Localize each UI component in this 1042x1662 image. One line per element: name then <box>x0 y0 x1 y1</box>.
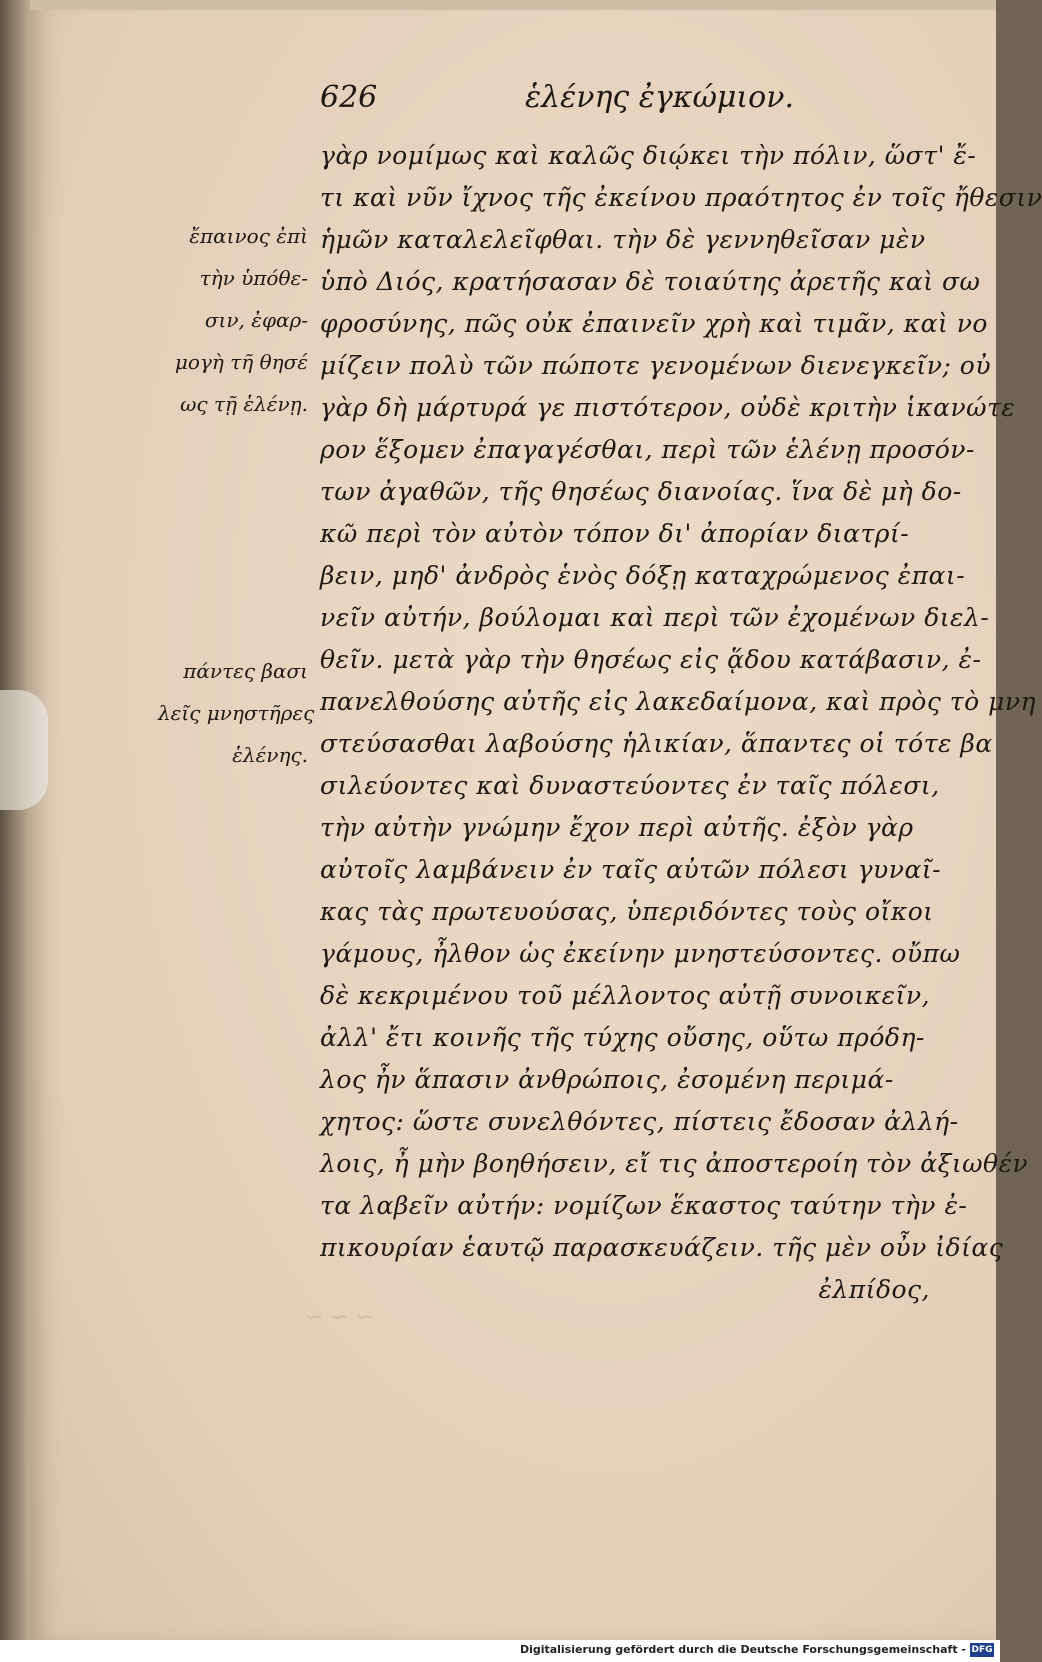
text-line: χητος: ὥστε συνελθόντες, πίστεις ἔδοσαν ἀλλή- <box>320 1107 959 1136</box>
text-line: κῶ περὶ τὸν αὐτὸν τόπον δι' ἀπορίαν διατρί- <box>320 519 910 548</box>
text-line: μίζειν πολὺ τῶν πώποτε γενομένων διενεγκεῖν; οὐ <box>320 351 992 380</box>
marginal-note <box>158 215 308 425</box>
text-line: ρον ἕξομεν ἐπαγαγέσθαι, περὶ τῶν ἑλένῃ προσόν- <box>320 435 975 464</box>
marginal-note <box>158 650 315 776</box>
text-line: λοις, ἦ μὴν βοηθήσειν, εἴ τις ἀποστεροίη τὸν ἀξιωθέν <box>320 1149 1029 1178</box>
text-line: τὴν αὐτὴν γνώμην ἔχον περὶ αὐτῆς. ἐξὸν γὰρ <box>320 813 914 842</box>
text-line: τα λαβεῖν αὐτήν: νομίζων ἕκαστος ταύτην τὴν ἐ- <box>320 1191 968 1220</box>
text-line: ὑπὸ Διός, κρατήσασαν δὲ τοιαύτης ἀρετῆς καὶ σω <box>320 267 981 296</box>
text-line: στεύσασθαι λαβούσης ἡλικίαν, ἅπαντες οἱ τότε βα <box>320 729 993 758</box>
page-header <box>320 80 920 130</box>
text-line: θεῖν. μετὰ γὰρ τὴν θησέως εἰς ᾅδου κατάβασιν, ἐ- <box>320 645 982 674</box>
text-line: τι καὶ νῦν ἴχνος τῆς ἐκείνου πραότητος ἐν τοῖς ἤθεσιν <box>320 183 1042 212</box>
text-line: φροσύνης, πῶς οὐκ ἐπαινεῖν χρὴ καὶ τιμᾶν, καὶ νο <box>320 309 988 338</box>
page-top-edge <box>30 0 996 10</box>
text-line: σιλεύοντες καὶ δυναστεύοντες ἐν ταῖς πόλεσι, <box>320 771 940 800</box>
running-title: ἑλένης ἐγκώμιον. <box>525 80 795 115</box>
text-line: δὲ κεκριμένου τοῦ μέλλοντος αὐτῇ συνοικεῖν, <box>320 981 931 1010</box>
marginal-note-line: πάντες βασι <box>183 659 308 683</box>
show-through-bleed: ∽ ∽ ∽ <box>305 1305 375 1330</box>
marginal-note-line: σιν, ἐφαρ- <box>204 308 308 332</box>
dfg-logo: DFG <box>971 1645 993 1655</box>
text-line: πικουρίαν ἑαυτῷ παρασκευάζειν. τῆς μὲν οὖν ἰδίας <box>320 1233 1004 1262</box>
text-line: βειν, μηδ' ἀνδρὸς ἑνὸς δόξῃ καταχρώμενος ἐπαι- <box>320 561 966 590</box>
text-line: αὐτοῖς λαμβάνειν ἐν ταῖς αὐτῶν πόλεσι γυναῖ- <box>320 855 942 884</box>
text-line: νεῖν αὐτήν, βούλομαι καὶ περὶ τῶν ἐχομένων διελ- <box>320 603 990 632</box>
text-line: ἀλλ' ἔτι κοινῆς τῆς τύχης οὔσης, οὕτω πρόδη- <box>320 1023 925 1052</box>
text-line: γὰρ νομίμως καὶ καλῶς διῴκει τὴν πόλιν, ὥστ' ἔ- <box>320 141 977 170</box>
text-line: κας τὰς πρωτευούσας, ὑπεριδόντες τοὺς οἴκοι <box>320 897 934 926</box>
page-clip <box>0 690 48 810</box>
marginal-note-line: λεῖς μνηστῆρες <box>158 701 315 725</box>
marginal-note-line: ἑλένης. <box>232 743 308 767</box>
text-line: λος ἦν ἅπασιν ἀνθρώποις, ἐσομένη περιμά- <box>320 1065 894 1094</box>
text-line: των ἀγαθῶν, τῆς θησέως διανοίας. ἵνα δὲ μὴ δο- <box>320 477 962 506</box>
funding-credit: Digitalisierung gefördert durch die Deutsche Forschungsgemeinschaft - <box>519 1643 966 1656</box>
catchword: ἐλπίδος, <box>818 1275 930 1304</box>
text-line: πανελθούσης αὐτῆς εἰς λακεδαίμονα, καὶ πρὸς τὸ μνη <box>320 687 1037 716</box>
marginal-note-line: ως τῇ ἑλένῃ. <box>180 392 308 416</box>
text-line: γάμους, ἦλθον ὡς ἐκείνην μνηστεύσοντες. οὔπω <box>320 939 961 968</box>
marginal-note-line: ἔπαινος ἐπὶ <box>189 224 308 248</box>
marginal-note-line: μογὴ τῆ θησέ <box>174 350 308 374</box>
main-text <box>320 135 1042 1311</box>
marginal-note-line: τὴν ὑπόθε- <box>199 266 308 290</box>
page-number: 626 <box>320 80 378 115</box>
text-line: ἡμῶν καταλελεῖφθαι. τὴν δὲ γεννηθεῖσαν μὲν <box>320 225 926 254</box>
text-line: γὰρ δὴ μάρτυρά γε πιστότερον, οὐδὲ κριτὴν ἱκανώτε <box>320 393 1016 422</box>
